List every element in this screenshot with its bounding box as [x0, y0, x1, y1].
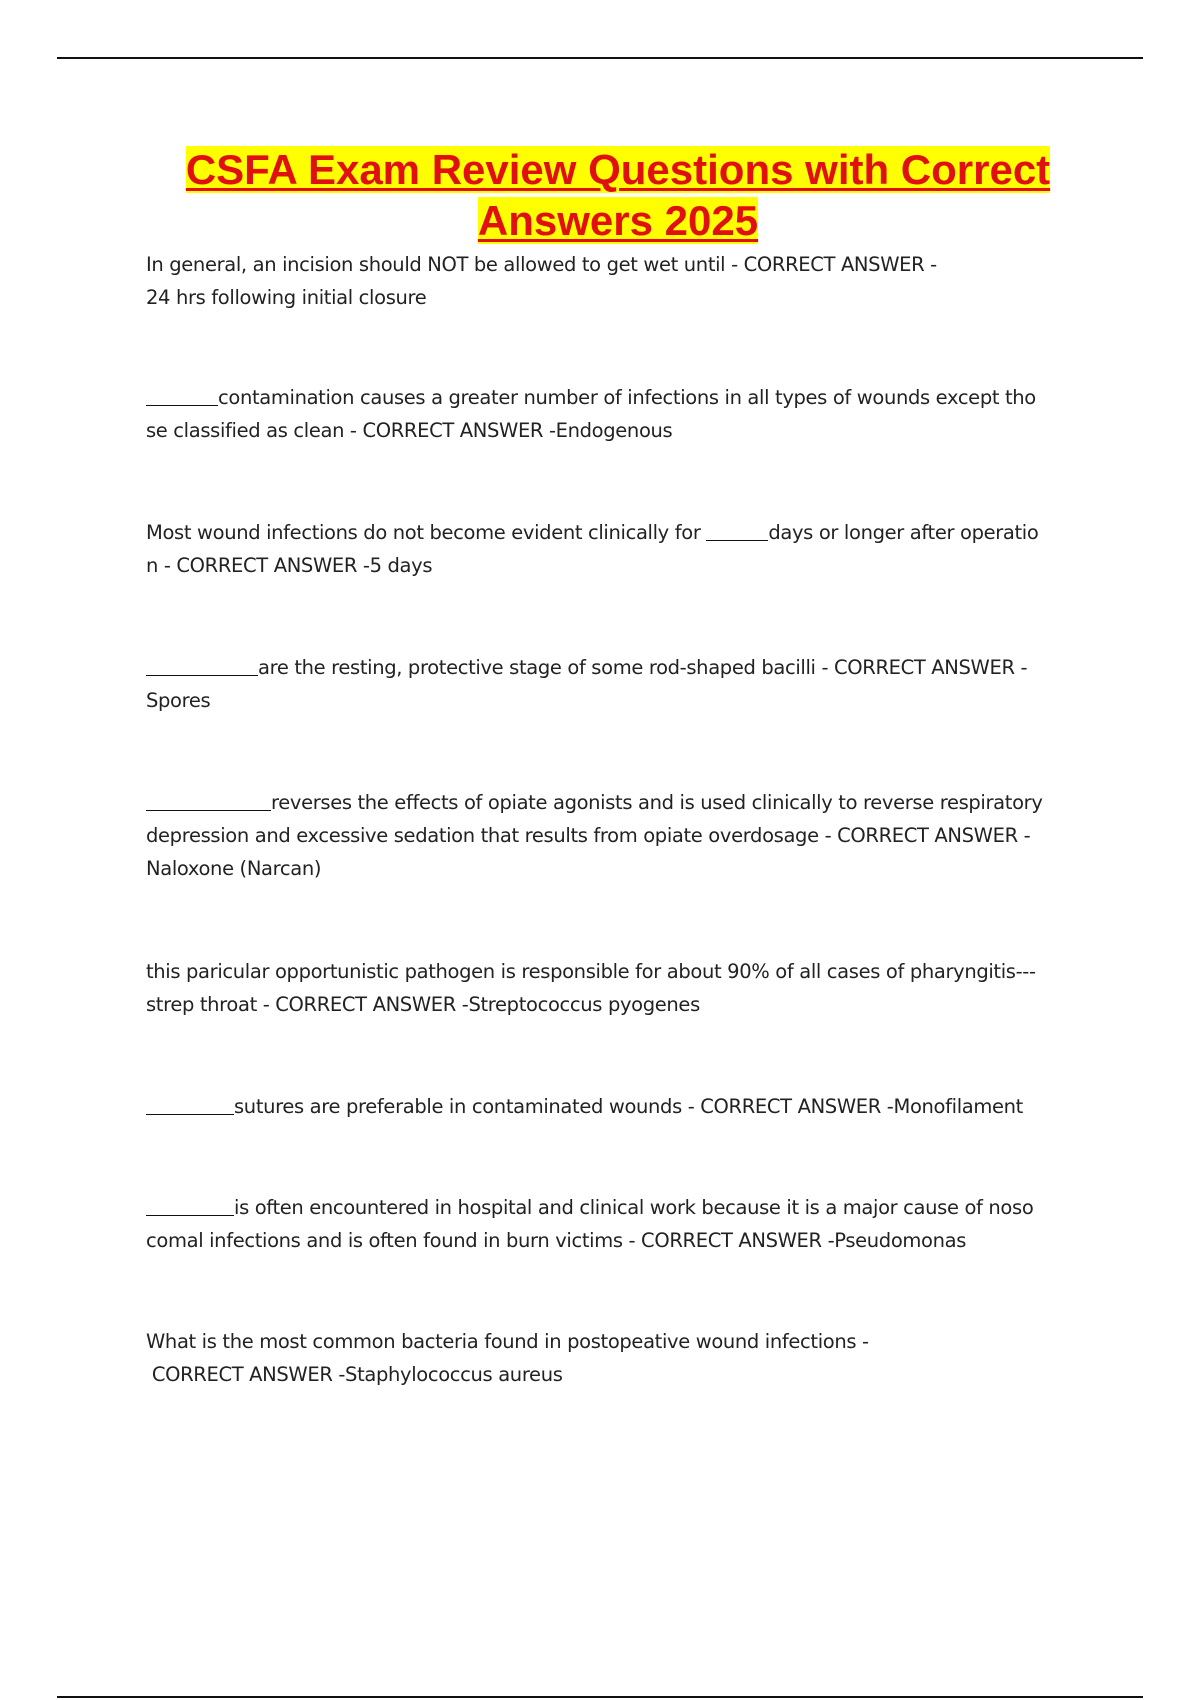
- fill-in-blank: [146, 789, 271, 811]
- question-text: Most wound infections do not become evident clinically for: [146, 521, 707, 544]
- answer-text: 24 hrs following initial closure: [146, 286, 427, 309]
- answer-text: se classified as clean - CORRECT ANSWER -Endogenous: [146, 419, 673, 442]
- question-text: contamination causes a greater number of infections in all types of wounds except tho: [218, 386, 1036, 409]
- question-text: What is the most common bacteria found in postopeative wound infections -: [146, 1330, 869, 1353]
- question-item: [146, 248, 1090, 314]
- question-item: [146, 786, 1090, 885]
- fill-in-blank: [146, 384, 218, 406]
- header-rule: [57, 57, 1143, 59]
- fill-in-blank: [146, 654, 258, 676]
- fill-in-blank: [706, 519, 768, 541]
- fill-in-blank: [146, 1194, 234, 1216]
- question-text: reverses the effects of opiate agonists and is used clinically to reverse respiratory: [271, 791, 1043, 814]
- question-item: [146, 1090, 1090, 1123]
- footer-rule: [57, 1696, 1143, 1698]
- question-text-cont: depression and excessive sedation that results from opiate overdosage - CORRECT ANSWER -: [146, 824, 1031, 847]
- question-text: are the resting, protective stage of some rod-shaped bacilli - CORRECT ANSWER -: [258, 656, 1028, 679]
- title-line-1: CSFA Exam Review Questions with Correct: [185, 146, 1051, 193]
- document-title: [60, 144, 1176, 246]
- question-text: In general, an incision should NOT be allowed to get wet until - CORRECT ANSWER -: [146, 253, 937, 276]
- question-item: [146, 1325, 1090, 1391]
- question-item: [146, 516, 1090, 582]
- answer-text: CORRECT ANSWER -Staphylococcus aureus: [146, 1363, 563, 1386]
- question-item: [146, 651, 1090, 717]
- question-item: [146, 955, 1090, 1021]
- answer-text: strep throat - CORRECT ANSWER -Streptococcus pyogenes: [146, 993, 700, 1016]
- answer-text: n - CORRECT ANSWER -5 days: [146, 554, 433, 577]
- answer-text: Naloxone (Narcan): [146, 857, 322, 880]
- question-text: sutures are preferable in contaminated wounds - CORRECT ANSWER -Monofilament: [234, 1095, 1023, 1118]
- question-item: [146, 381, 1090, 447]
- title-line-2: Answers 2025: [477, 197, 759, 244]
- answer-text: comal infections and is often found in burn victims - CORRECT ANSWER -Pseudomonas: [146, 1229, 967, 1252]
- question-text-cont: days or longer after operatio: [768, 521, 1039, 544]
- question-text: is often encountered in hospital and clinical work because it is a major cause of noso: [234, 1196, 1034, 1219]
- question-text: this paricular opportunistic pathogen is responsible for about 90% of all cases of pharyngitis---: [146, 960, 1036, 983]
- fill-in-blank: [146, 1093, 234, 1115]
- question-item: [146, 1191, 1090, 1257]
- answer-text: Spores: [146, 689, 211, 712]
